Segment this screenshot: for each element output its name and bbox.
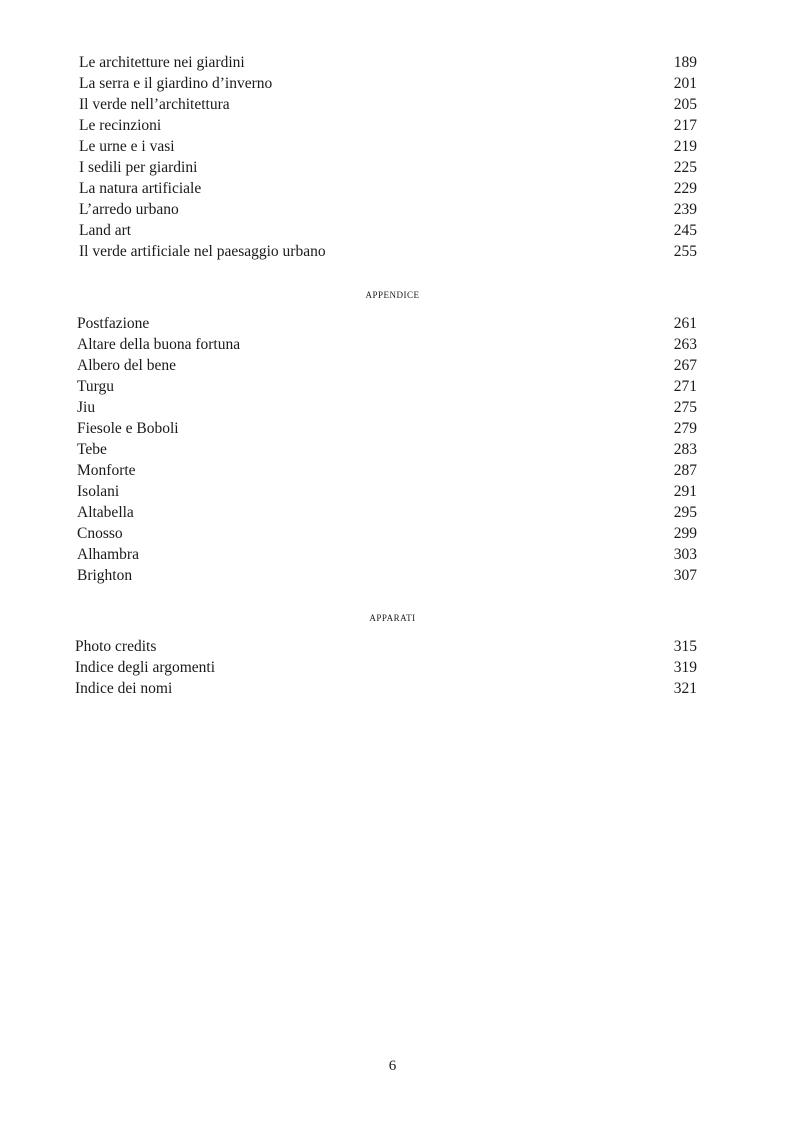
- toc-entry: [0, 678, 785, 700]
- toc-entry: [0, 418, 785, 440]
- toc-entry: [0, 73, 785, 95]
- toc-entry-page: 225: [673, 159, 697, 176]
- toc-entry-title: Brighton: [77, 567, 133, 584]
- toc-entry-page: 267: [673, 357, 697, 374]
- toc-entry-title: La natura artificiale: [79, 180, 202, 197]
- toc-entry-page: 217: [673, 117, 697, 134]
- toc-entry-page: 315: [673, 638, 697, 655]
- toc-entry-title: I sedili per giardini: [79, 159, 198, 176]
- toc-entry: [0, 657, 785, 679]
- toc-entry: [0, 544, 785, 566]
- toc-entry-page: 245: [673, 222, 697, 239]
- toc-entry: [0, 136, 785, 158]
- toc-entry-title: Jiu: [77, 399, 96, 416]
- toc-entry-page: 291: [673, 483, 697, 500]
- toc-entry-page: 295: [673, 504, 697, 521]
- toc-entry-title: Photo credits: [75, 638, 157, 655]
- toc-entry: [0, 460, 785, 482]
- toc-entry-title: Altare della buona fortuna: [77, 336, 241, 353]
- toc-entry-page: 299: [673, 525, 697, 542]
- toc-entry: [0, 52, 785, 74]
- toc-entry: [0, 115, 785, 137]
- toc-entry: [0, 397, 785, 419]
- toc-entry: [0, 157, 785, 179]
- toc-entry-page: 219: [673, 138, 697, 155]
- toc-entry-title: Albero del bene: [77, 357, 176, 374]
- toc-entry: [0, 94, 785, 116]
- toc-entry-title: Monforte: [77, 462, 136, 479]
- toc-entry-title: Turgu: [77, 378, 115, 395]
- toc-entry-title: Indice dei nomi: [75, 680, 173, 697]
- toc-entry: [0, 355, 785, 377]
- toc-entry: [0, 241, 785, 263]
- toc-entry: [0, 481, 785, 503]
- toc-entry: [0, 439, 785, 461]
- page-number: 6: [388, 1058, 397, 1074]
- toc-entry: [0, 178, 785, 200]
- toc-entry-title: Cnosso: [77, 525, 123, 542]
- toc-entry-page: 271: [673, 378, 697, 395]
- toc-entry: [0, 220, 785, 242]
- toc-entry-title: Isolani: [77, 483, 120, 500]
- toc-entry-title: Alhambra: [77, 546, 139, 563]
- toc-entry-page: 319: [673, 659, 697, 676]
- toc-entry-page: 287: [673, 462, 697, 479]
- toc-entry-title: Land art: [79, 222, 132, 239]
- toc-entry-title: Le urne e i vasi: [79, 138, 175, 155]
- toc-entry: [0, 565, 785, 587]
- toc-entry-page: 255: [673, 243, 697, 260]
- toc-entry-page: 303: [673, 546, 697, 563]
- toc-entry-title: Tebe: [77, 441, 107, 458]
- toc-entry-title: Postfazione: [77, 315, 150, 332]
- toc-entry-title: L’arredo urbano: [79, 201, 179, 218]
- toc-entry-title: La serra e il giardino d’inverno: [79, 75, 273, 92]
- toc-entry-title: Indice degli argomenti: [75, 659, 216, 676]
- toc-entry-page: 201: [673, 75, 697, 92]
- toc-entry-page: 279: [673, 420, 697, 437]
- toc-entry-page: 283: [673, 441, 697, 458]
- toc-entry-page: 275: [673, 399, 697, 416]
- toc-entry-title: Il verde nell’architettura: [79, 96, 230, 113]
- toc-entry-page: 261: [673, 315, 697, 332]
- toc-entry-page: 307: [673, 567, 697, 584]
- toc-entry: [0, 523, 785, 545]
- toc-entry-title: Le recinzioni: [79, 117, 162, 134]
- toc-entry-page: 321: [673, 680, 697, 697]
- section-heading-apparati: APPARATI: [369, 613, 416, 623]
- toc-entry-page: 263: [673, 336, 697, 353]
- toc-entry: [0, 376, 785, 398]
- toc-entry-page: 205: [673, 96, 697, 113]
- toc-entry: [0, 636, 785, 658]
- toc-entry: [0, 334, 785, 356]
- toc-entry: [0, 313, 785, 335]
- toc-entry-title: Le architetture nei giardini: [79, 54, 245, 71]
- toc-entry-page: 189: [673, 54, 697, 71]
- toc-entry: [0, 502, 785, 524]
- toc-entry-title: Altabella: [77, 504, 134, 521]
- toc-entry-page: 239: [673, 201, 697, 218]
- toc-entry: [0, 199, 785, 221]
- toc-entry-page: 229: [673, 180, 697, 197]
- section-heading-appendice: APPENDICE: [365, 290, 420, 300]
- toc-entry-title: Fiesole e Boboli: [77, 420, 179, 437]
- toc-entry-title: Il verde artificiale nel paesaggio urbano: [79, 243, 326, 260]
